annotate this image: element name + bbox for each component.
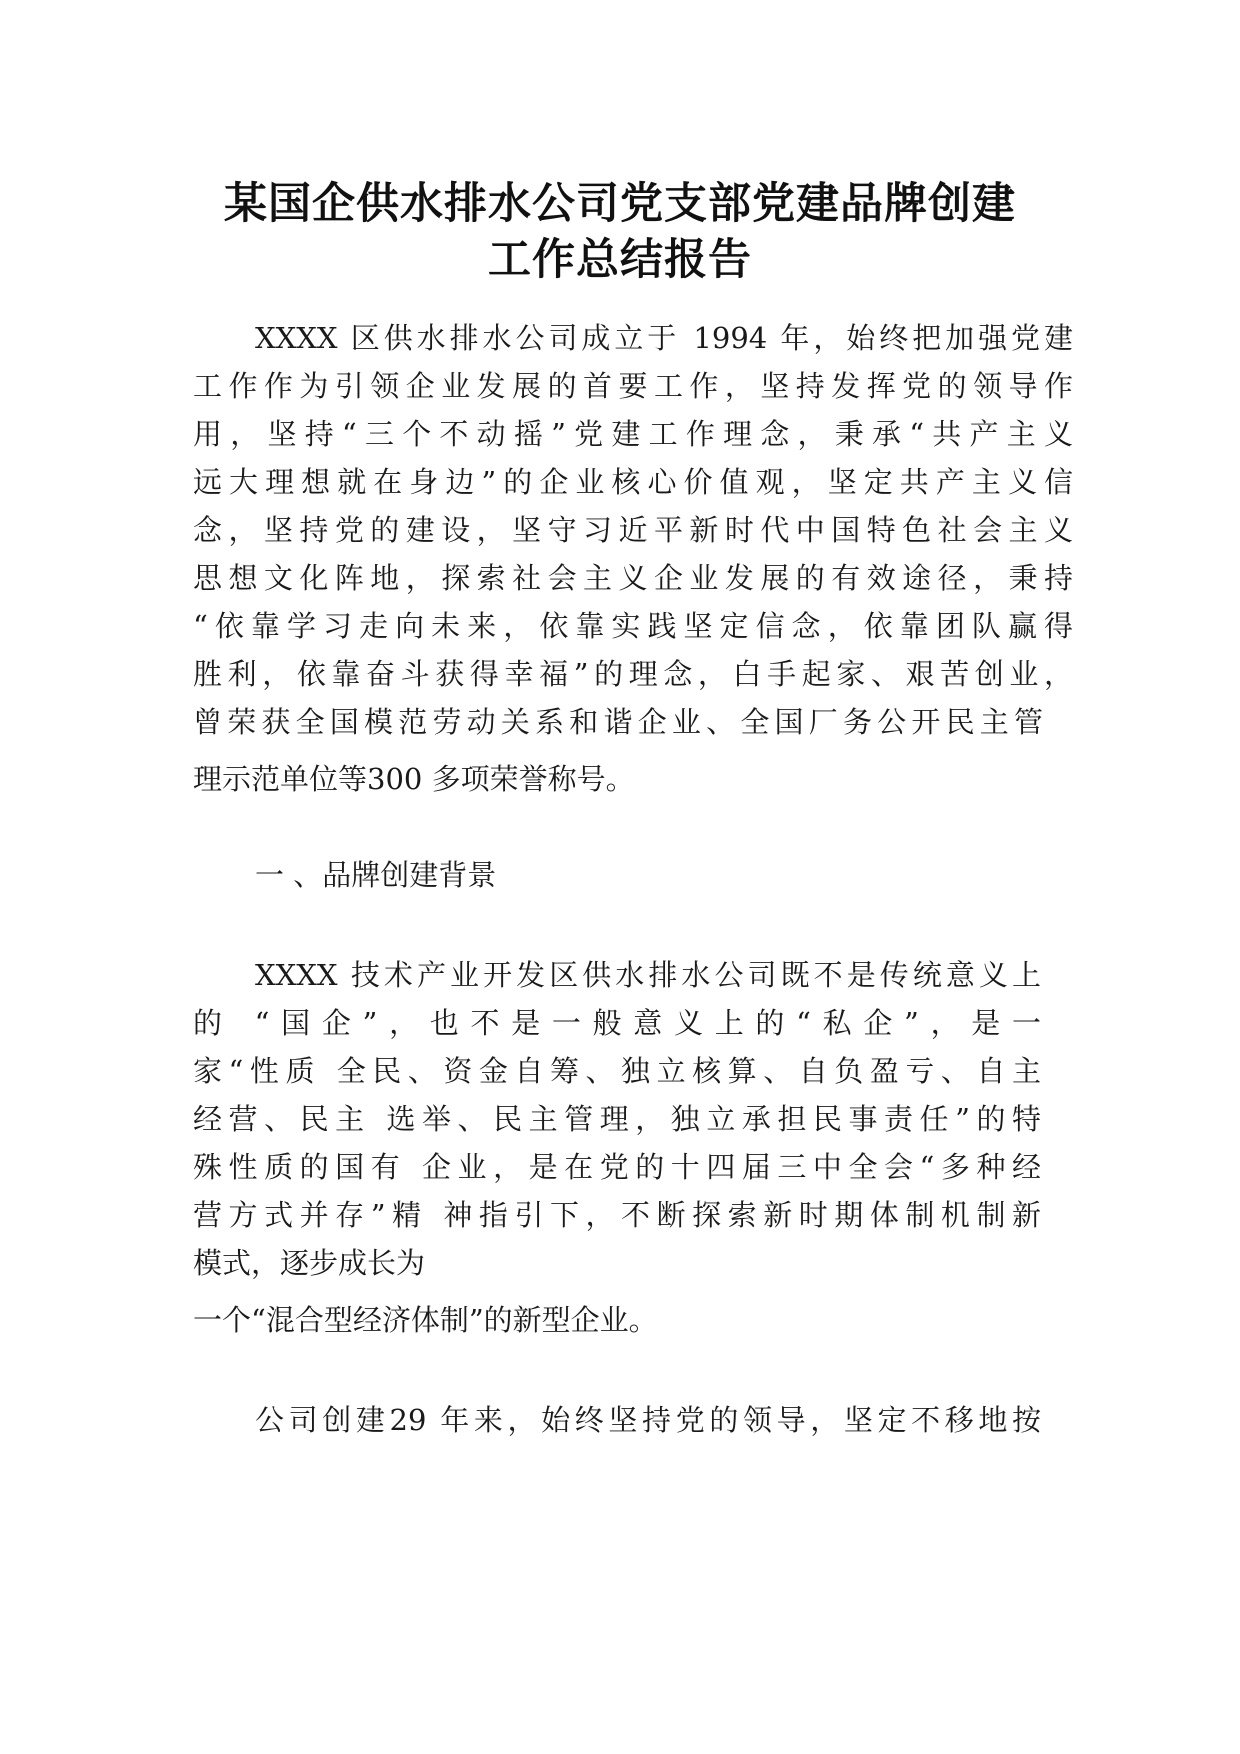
paragraph-2-line-7: 模式，逐步成长为: [193, 1246, 426, 1280]
paragraph-1-line-4: 远大理想就在身边”的企业核心价值观，坚定共产主义信: [193, 465, 1073, 499]
paragraph-2-line-8: 一个“混合型经济体制”的新型企业。: [193, 1303, 658, 1337]
paragraph-1-line-6: 思想文化阵地，探索社会主义企业发展的有效途径，秉持: [193, 561, 1073, 595]
section-heading-1: 一 、品牌创建背景: [255, 858, 497, 892]
paragraph-1-line-7: “依靠学习走向未来，依靠实践坚定信念，依靠团队赢得: [193, 609, 1073, 643]
paragraph-1-line-8: 胜利，依靠奋斗获得幸福”的理念，白手起家、艰苦创业，: [193, 657, 1073, 691]
paragraph-1-line-9: 曾荣获全国模范劳动关系和谐企业、全国厂务公开民主管: [193, 705, 1043, 739]
paragraph-2-line-4: 经营、民主 选举、民主管理，独立承担民事责任”的特: [193, 1102, 1041, 1136]
paragraph-3-line-1: 公司创建29 年来，始终坚持党的领导，坚定不移地按: [255, 1403, 1041, 1437]
paragraph-1-line-10: 理示范单位等300 多项荣誉称号。: [193, 762, 635, 796]
paragraph-1-line-5: 念，坚持党的建设，坚守习近平新时代中国特色社会主义: [193, 513, 1073, 547]
paragraph-1-line-3: 用，坚持“三个不动摇”党建工作理念，秉承“共产主义: [193, 417, 1073, 451]
paragraph-2-line-3: 家“性质 全民、资金自筹、独立核算、自负盈亏、自主: [193, 1054, 1041, 1088]
paragraph-2-line-2: 的 “国企”，也不是一般意义上的“私企”，是一: [193, 1006, 1041, 1040]
paragraph-2-line-1: XXXX 技术产业开发区供水排水公司既不是传统意义上: [255, 958, 1041, 992]
paragraph-2-line-6: 营方式并存”精 神指引下，不断探索新时期体制机制新: [193, 1198, 1041, 1232]
paragraph-2-line-5: 殊性质的国有 企业，是在党的十四届三中全会“多种经: [193, 1150, 1041, 1184]
document-title-line-1: 某国企供水排水公司党支部党建品牌创建: [224, 179, 1016, 229]
paragraph-1-line-1: XXXX 区供水排水公司成立于 1994 年，始终把加强党建: [255, 321, 1073, 355]
document-title-line-2: 工作总结报告: [488, 235, 752, 285]
paragraph-1-line-2: 工作作为引领企业发展的首要工作，坚持发挥党的领导作: [193, 369, 1073, 403]
